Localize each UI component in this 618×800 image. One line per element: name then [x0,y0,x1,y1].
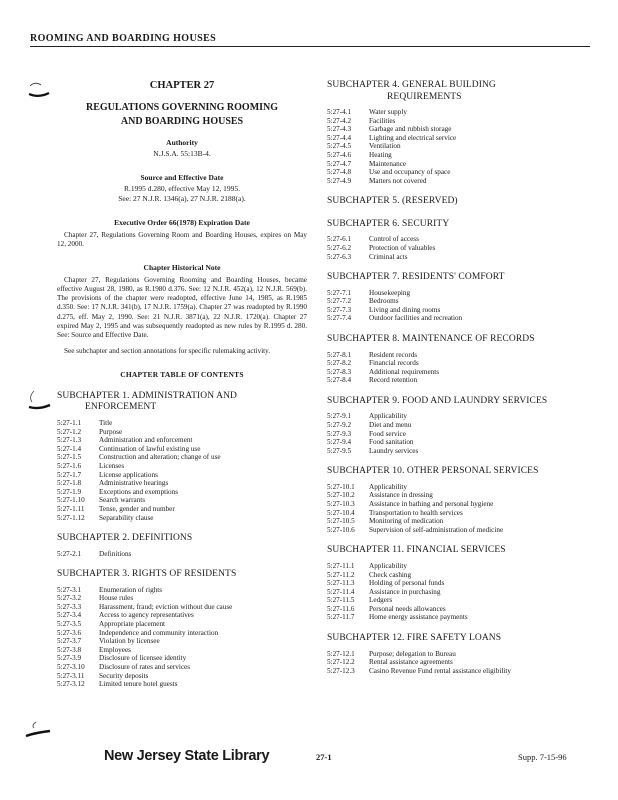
section-title: Applicability [369,561,407,570]
section-number: 5:27-6.2 [327,243,352,252]
section-number: 5:27-9.1 [327,412,352,421]
section-title: Enumeration of rights [99,585,163,594]
source-heading: Source and Effective Date [140,173,224,182]
subchapter-heading [327,219,589,231]
section-title: Diet and menu [369,420,412,429]
section-title: Additional requirements [369,367,440,376]
library-stamp: New Jersey State Library [104,748,270,764]
section-entry [327,108,589,117]
section-entry [327,613,589,622]
section-title: Ventilation [369,142,401,151]
section-number: 5:27-6.1 [327,235,352,244]
section-number: 5:27-1.4 [57,444,82,453]
section-number: 5:27-3.6 [57,628,82,637]
section-number: 5:27-11.7 [327,613,355,622]
section-title: Criminal acts [369,252,408,261]
section-list [327,235,589,261]
section-title: Holding of personal funds [369,579,445,588]
section-list [327,289,589,323]
page-number: 27-1 [316,752,332,762]
section-number: 5:27-9.5 [327,446,352,455]
section-entry [327,483,589,492]
section-entry [57,479,307,488]
section-title: Lighting and electrical service [369,133,457,142]
subchapter-title: SUBCHAPTER 6. SECURITY [327,218,450,229]
section-entry [57,603,307,612]
section-title: Purpose; delegation to Bureau [369,649,456,658]
section-number: 5:27-1.6 [57,461,82,470]
section-entry [327,253,589,262]
section-title: Disclosure of rates and services [99,663,191,672]
section-entry [327,526,589,535]
section-title: Continuation of lawful existing use [99,444,201,453]
historical-note-text: Chapter 27, Regulations Governing Rooming and Boarding Houses, became effective August 28, 1980, as R.1980 d.376. See: 12 N.J.R. 452(a), 12 N.J.R. 569(b). The provisions of the chapter were readopted, effective June 14, 1985, as R.1985 d.350. See: 17 N.J.R. 341(b), 17 N.J.R. 1759(a). Chapter 27 was readopted by R.1990 d.275, eff. May 2, 1990. See: 21 N.J.R. 3871(a), 22 N.J.R. 1720(a). Chapter 27 expired May 2, 1995 and was subsequently readopted as new rules by R.1995 d. 280. See: Source and Effective Date. [57,275,307,340]
chapter-title [57,101,307,129]
section-title: Maintenance [369,159,407,168]
section-number: 5:27-9.2 [327,420,352,429]
section-entry [327,658,589,667]
subchapter-title: SUBCHAPTER 11. FINANCIAL SERVICES [327,545,506,556]
section-entry [327,376,589,385]
section-number: 5:27-1.7 [57,470,82,479]
running-header: ROOMING AND BOARDING HOUSES [30,33,217,44]
section-entry [327,500,589,509]
section-title: Transportation to health services [369,508,463,517]
section-title: Exceptions and exemptions [99,487,179,496]
section-title: Record retention [369,376,418,385]
section-entry [327,667,589,676]
section-entry [327,306,589,315]
section-entry [327,160,589,169]
subchapter-title: SUBCHAPTER 1. ADMINISTRATION AND [57,390,238,401]
section-number: 5:27-3.4 [57,611,82,620]
section-number: 5:27-10.6 [327,525,355,534]
supplement-date: Supp. 7-15-96 [518,752,567,762]
subchapter-heading [327,545,589,557]
executive-order-heading: Executive Order 66(1978) Expiration Date [114,218,250,227]
section-entry [327,650,589,659]
subchapter-heading [327,272,589,284]
subchapter-title: SUBCHAPTER 4. GENERAL BUILDING [327,80,496,90]
section-list [327,108,589,185]
section-list [327,483,589,535]
section-entry [57,505,307,514]
section-title: Water supply [369,108,407,116]
section-title: Laundry services [369,446,419,455]
left-column [57,70,307,689]
chapter-title-line: REGULATIONS GOVERNING ROOMING [85,102,279,113]
section-number: 5:27-3.12 [57,680,85,689]
section-title: Access to agency representatives [99,611,194,620]
section-entry [57,462,307,471]
section-number: 5:27-12.1 [327,649,355,658]
section-title: Employees [99,645,131,654]
section-number: 5:27-9.4 [327,438,352,447]
subchapter-heading [327,196,589,208]
section-title: Tense, gender and number [99,504,175,513]
section-title: Use and occupancy of space [369,168,451,177]
authority-text: N.J.S.A. 55:13B-4. [153,149,211,158]
section-entry [57,629,307,638]
subchapter-heading [327,334,589,346]
section-number: 5:27-1.1 [57,418,82,427]
section-entry [57,680,307,689]
section-number: 5:27-3.11 [57,671,85,680]
section-title: Heating [369,150,392,159]
section-number: 5:27-3.3 [57,602,82,611]
section-list [57,586,307,689]
section-title: Facilities [369,116,396,125]
section-number: 5:27-11.3 [327,579,355,588]
source-line: See: 27 N.J.R. 1346(a), 27 N.J.R. 2188(a). [118,194,246,203]
source-text [57,184,307,204]
section-list [57,550,307,559]
left-subchapter-list [57,391,307,689]
section-title: Security deposits [99,671,149,680]
section-title: Assistance in dressing [369,491,433,500]
section-title: Purpose [99,427,123,436]
section-entry [327,588,589,597]
section-entry [327,314,589,323]
section-title: Independence and community interaction [99,628,219,637]
section-entry [327,134,589,143]
toc-heading: CHAPTER TABLE OF CONTENTS [120,369,244,379]
section-number: 5:27-4.7 [327,159,352,168]
section-entry [57,586,307,595]
section-number: 5:27-3.2 [57,594,82,603]
section-number: 5:27-10.5 [327,517,355,526]
section-number: 5:27-1.2 [57,427,82,436]
section-number: 5:27-4.4 [327,133,352,142]
section-number: 5:27-4.6 [327,150,352,159]
section-entry [327,368,589,377]
section-entry [57,663,307,672]
section-title: Violation by licensee [99,637,160,646]
section-title: Food sanitation [369,438,414,447]
section-number: 5:27-2.1 [57,549,82,558]
margin-mark-icon [24,720,52,740]
section-entry [57,428,307,437]
section-entry [327,168,589,177]
subchapter-heading [327,466,589,478]
section-title: Ledgers [369,596,393,605]
section-title: Financial records [369,359,419,368]
section-entry [57,445,307,454]
section-title: Appropriate placement [99,620,166,629]
margin-mark-icon [26,388,52,414]
header-rule [30,46,590,47]
section-entry [327,430,589,439]
section-title: Separability clause [99,513,154,522]
authority-heading: Authority [166,138,198,147]
section-number: 5:27-11.4 [327,587,355,596]
subchapter-title-continued: REQUIREMENTS [387,91,462,102]
section-title: Protection of valuables [369,243,436,252]
section-entry [57,488,307,497]
section-number: 5:27-4.9 [327,176,352,185]
section-entry [327,125,589,134]
section-entry [57,611,307,620]
section-number: 5:27-11.6 [327,604,355,613]
section-number: 5:27-9.3 [327,429,352,438]
section-entry [327,289,589,298]
section-entry [327,596,589,605]
section-number: 5:27-1.5 [57,453,82,462]
section-title: Bedrooms [369,297,399,306]
section-title: Personal needs allowances [369,604,446,613]
section-entry [327,579,589,588]
section-entry [57,672,307,681]
section-title: Definitions [99,549,132,558]
section-number: 5:27-3.10 [57,663,85,672]
section-number: 5:27-11.5 [327,596,355,605]
subchapter-title: SUBCHAPTER 8. MAINTENANCE OF RECORDS [327,334,535,344]
section-entry [327,177,589,186]
section-title: Home energy assistance payments [369,613,468,622]
section-title: Title [99,418,113,427]
section-entry [327,605,589,614]
section-number: 5:27-7.3 [327,305,352,314]
subchapter-title: SUBCHAPTER 10. OTHER PERSONAL SERVICES [327,466,539,477]
section-entry [57,453,307,462]
section-number: 5:27-3.7 [57,637,82,646]
subchapter-title: SUBCHAPTER 2. DEFINITIONS [57,533,193,544]
section-entry [327,571,589,580]
section-entry [57,620,307,629]
section-entry [327,359,589,368]
chapter-title-line: AND BOARDING HOUSES [120,116,244,127]
section-entry [57,550,307,559]
section-list [327,351,589,385]
subchapter-title: SUBCHAPTER 7. RESIDENTS' COMFORT [327,272,505,283]
section-title: License applications [99,470,158,479]
subchapter-heading [57,533,307,545]
section-number: 5:27-10.3 [327,500,355,509]
section-number: 5:27-1.12 [57,513,85,522]
section-title: Supervision of self-administration of medicine [369,525,504,534]
section-title: Administrative hearings [99,479,169,488]
section-number: 5:27-7.1 [327,288,352,297]
subchapter-title-continued: ENFORCEMENT [85,402,157,413]
section-number: 5:27-11.2 [327,570,355,579]
right-subchapter-list [327,80,589,675]
section-number: 5:27-3.8 [57,645,82,654]
section-entry [57,419,307,428]
section-title: Applicability [369,482,407,491]
right-column [327,80,589,675]
section-number: 5:27-1.10 [57,496,85,505]
section-title: Administration and enforcement [99,436,193,445]
section-title: Living and dining rooms [369,305,441,314]
subchapter-heading [327,80,589,103]
section-number: 5:27-4.1 [327,108,352,116]
subchapter-title: SUBCHAPTER 5. (RESERVED) [327,196,458,207]
section-title: Monitoring of medication [369,517,444,526]
subchapter-heading [327,396,589,408]
section-number: 5:27-1.8 [57,479,82,488]
section-title: Construction and alteration; change of use [99,453,221,462]
section-entry [327,517,589,526]
section-entry [327,142,589,151]
section-title: Housekeeping [369,288,411,297]
section-title: Garbage and rubbish storage [369,125,452,134]
section-title: Food service [369,429,406,438]
section-title: Search warrants [99,496,146,505]
section-number: 5:27-3.9 [57,654,82,663]
section-title: Control of access [369,235,419,244]
section-title: Resident records [369,350,418,359]
section-number: 5:27-3.5 [57,620,82,629]
section-number: 5:27-3.1 [57,585,82,594]
section-list [57,419,307,522]
section-title: Disclosure of licensee identity [99,654,187,663]
subchapter-heading [57,569,307,581]
source-line: R.1995 d.280, effective May 12, 1995. [123,184,241,193]
section-entry [57,637,307,646]
section-entry [57,654,307,663]
section-entry [57,514,307,523]
section-number: 5:27-1.9 [57,487,82,496]
section-number: 5:27-11.1 [327,561,355,570]
section-number: 5:27-6.3 [327,252,352,261]
section-number: 5:27-1.11 [57,504,85,513]
section-entry [327,562,589,571]
executive-order-text: Chapter 27, Regulations Governing Room and Boarding Houses, expires on May 12, 2000. [57,231,307,249]
section-entry [327,447,589,456]
section-entry [327,235,589,244]
subchapter-heading [57,391,307,414]
section-number: 5:27-8.2 [327,359,352,368]
subchapter-title: SUBCHAPTER 3. RIGHTS OF RESIDENTS [57,569,237,580]
section-number: 5:27-8.3 [327,367,352,376]
subchapter-title: SUBCHAPTER 9. FOOD AND LAUNDRY SERVICES [327,395,548,406]
section-entry [57,436,307,445]
section-entry [327,421,589,430]
section-number: 5:27-10.4 [327,508,355,517]
section-entry [327,244,589,253]
section-entry [57,496,307,505]
section-entry [57,646,307,655]
subchapter-heading [327,633,589,645]
section-entry [57,594,307,603]
section-entry [327,117,589,126]
section-number: 5:27-10.1 [327,482,355,491]
chapter-number: CHAPTER 27 [149,80,215,91]
section-title: House rules [99,594,134,603]
section-title: Rental assistance agreements [369,658,453,667]
section-entry [327,351,589,360]
section-number: 5:27-10.2 [327,491,355,500]
section-title: Assistance in bathing and personal hygiene [369,500,494,509]
section-number: 5:27-4.3 [327,125,352,134]
section-title: Matters not covered [369,176,427,185]
section-title: Outdoor facilities and recreation [369,314,463,323]
section-number: 5:27-8.4 [327,376,352,385]
section-entry [57,471,307,480]
section-list [327,562,589,622]
section-title: Licenses [99,461,125,470]
section-number: 5:27-7.4 [327,314,352,323]
historical-note-heading: Chapter Historical Note [143,262,221,272]
section-title: Assistance in purchasing [369,587,441,596]
section-entry [327,509,589,518]
subchapter-title: SUBCHAPTER 12. FIRE SAFETY LOANS [327,633,502,644]
section-title: Limited tenure hotel guests [99,680,178,689]
margin-mark-icon [26,80,52,102]
section-title: Casino Revenue Fund rental assistance eligibility [369,666,511,675]
section-list [327,650,589,676]
annotation-note: See subchapter and section annotations for specific rulemaking activity. [64,346,271,355]
section-title: Applicability [369,412,407,421]
section-entry [327,438,589,447]
section-title: Check cashing [369,570,412,579]
section-entry [327,491,589,500]
section-entry [327,151,589,160]
section-entry [327,412,589,421]
section-number: 5:27-4.8 [327,168,352,177]
section-number: 5:27-12.3 [327,666,355,675]
section-number: 5:27-7.2 [327,297,352,306]
section-entry [327,297,589,306]
section-number: 5:27-1.3 [57,436,82,445]
section-title: Harassment, fraud; eviction without due cause [99,602,233,611]
section-number: 5:27-4.5 [327,142,352,151]
section-number: 5:27-12.2 [327,658,355,667]
section-list [327,412,589,455]
section-number: 5:27-8.1 [327,350,352,359]
section-number: 5:27-4.2 [327,116,352,125]
